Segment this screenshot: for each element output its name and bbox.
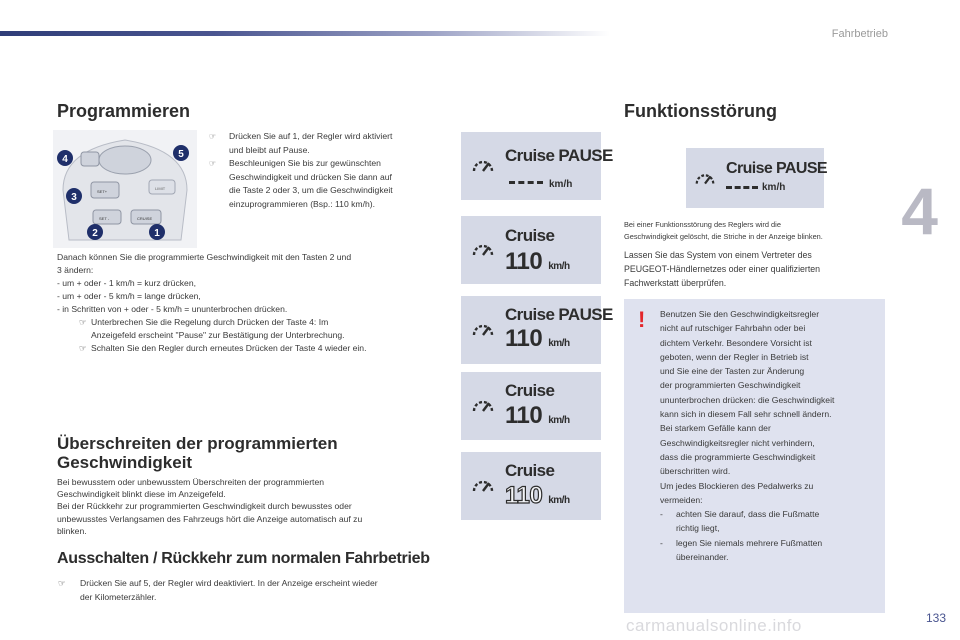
bullet-line: Drücken Sie auf 1, der Regler wird aktiviert	[229, 131, 393, 141]
wheel-label-3: 3	[71, 192, 77, 203]
speed-unit: km/h	[548, 261, 570, 272]
wheel-label-4: 4	[62, 154, 68, 165]
cruise-display-pause	[461, 132, 613, 200]
watermark: carmanualsonline.info	[626, 616, 802, 635]
text-line: ununterbrochen drücken: die Geschwindigkeit	[660, 394, 835, 405]
text-line: Geschwindigkeit blinkt diese im Anzeigefeld.	[57, 489, 226, 500]
text-line	[57, 316, 447, 329]
bullet-line: Beschleunigen Sie bis zur gewünschten	[229, 158, 381, 168]
dash-item: - achten Sie darauf, dass die Fußmatte	[660, 509, 820, 520]
text-line: geboten, wenn der Regler in Betrieb ist	[660, 351, 809, 362]
chapter-number: 4	[901, 174, 938, 248]
text-span: Schalten Sie den Regler durch erneutes Drücken der Taste 4 wieder ein.	[91, 343, 367, 353]
speed-unit: km/h	[762, 182, 786, 193]
speed-value: 110	[505, 325, 543, 352]
arrow-icon: ☞	[209, 159, 217, 168]
speedometer-icon	[471, 154, 495, 178]
wheel-label-5: 5	[178, 149, 184, 160]
text-line: Um jedes Blockieren des Pedalwerks zu	[660, 480, 814, 491]
wheel-button-label: SET -	[99, 216, 110, 221]
speedometer-icon	[471, 238, 495, 262]
speed-unit: km/h	[549, 179, 573, 190]
text-line: Drücken Sie auf 5, der Regler wird deaktiviert. In der Anzeige erscheint wieder	[80, 578, 378, 588]
display-status: Cruise PAUSE	[726, 160, 827, 177]
warning-text	[660, 307, 882, 564]
text-line: Geschwindigkeit gelöscht, die Striche in der Anzeige blinken.	[624, 232, 823, 241]
wheel-button-label: LIMIT	[155, 186, 166, 191]
fault-instruction	[624, 248, 894, 290]
heading-line: Geschwindigkeit	[57, 453, 193, 472]
ueberschreiten-paragraph	[57, 476, 447, 537]
display-status: Cruise	[505, 461, 555, 480]
speed-value: 110	[505, 482, 543, 509]
wheel-button-label: SET+	[97, 189, 108, 194]
arrow-icon: ☞	[58, 578, 66, 588]
speed-value: 110	[505, 248, 543, 275]
bullet-line: Geschwindigkeit und drücken Sie dann auf	[229, 171, 392, 182]
text-line: kann sich in diesem Fall sehr schnell ändern.	[660, 409, 832, 420]
instruction-bullet	[209, 130, 449, 157]
heading-programmieren: Programmieren	[57, 101, 191, 121]
wheel-label-2: 2	[92, 228, 98, 239]
bullet-line: die Taste 2 oder 3, um die Geschwindigkeit	[229, 185, 393, 195]
text-line: blinken.	[57, 525, 87, 536]
cruise-display-pause-speed	[461, 296, 613, 364]
header-bar	[0, 31, 610, 36]
display-status: Cruise	[505, 226, 555, 245]
text-line: übereinander.	[676, 552, 729, 563]
bullet-line: einzuprogrammieren (Bsp.: 110 km/h).	[229, 198, 375, 209]
text-line: dichtem Verkehr. Besondere Vorsicht ist	[660, 337, 812, 348]
speed-dashes	[726, 186, 758, 189]
instruction-bullet	[209, 157, 449, 211]
speed-unit: km/h	[548, 415, 570, 426]
cruise-display-overspeed	[461, 452, 601, 520]
speed-unit: km/h	[548, 495, 570, 506]
text-line: - um + oder - 5 km/h = lange drücken,	[57, 291, 201, 301]
dash-item: - legen Sie niemals mehrere Fußmatten	[660, 537, 823, 548]
exclamation-icon: !	[638, 307, 646, 332]
text-line: Bei starkem Gefälle kann der	[660, 423, 771, 434]
text-line: und Sie eine der Tasten zur Änderung	[660, 366, 805, 377]
cruise-display-active	[461, 216, 601, 284]
text-line: Danach können Sie die programmierte Geschwindigkeit mit den Tasten 2 und	[57, 252, 352, 262]
section-title: Fahrbetrieb	[831, 28, 888, 40]
text-line: PEUGEOT-Händlernetzes oder einer qualifizierten	[624, 264, 821, 274]
wheel-label-1: 1	[154, 228, 160, 239]
text-line: 3 ändern:	[57, 265, 94, 275]
arrow-icon: ☞	[79, 343, 87, 353]
speedometer-icon	[471, 318, 495, 342]
page-number: 133	[925, 611, 946, 625]
speed-value: 110	[505, 402, 543, 429]
cruise-display-fault	[686, 148, 827, 208]
text-line	[57, 342, 447, 355]
text-line: - in Schritten von + oder - 5 km/h = ununterbrochen drücken.	[57, 304, 288, 314]
text-line: unbewusstes Verlangsamen des Fahrzeugs hört die Anzeige automatisch auf zu	[57, 513, 363, 524]
text-line: Geschwindigkeitsregler nicht verhindern,	[660, 437, 815, 448]
wheel-button-label: CRUISE	[137, 216, 153, 221]
text-line: Bei der Rückkehr zur programmierten Geschwindigkeit durch bewusstes oder	[57, 501, 352, 512]
text-line: Bei einer Funktionsstörung des Reglers wird die	[624, 220, 781, 229]
bullet-line: und bleibt auf Pause.	[229, 144, 310, 155]
text-line: richtig liegt,	[676, 523, 720, 534]
programmieren-paragraph	[57, 251, 447, 355]
text-span: Unterbrechen Sie die Regelung durch Drücken der Taste 4: Im	[91, 317, 329, 327]
heading-ueberschreiten	[57, 434, 437, 472]
display-status: Cruise PAUSE	[505, 305, 613, 324]
heading-funktionsstoerung: Funktionsstörung	[624, 101, 777, 121]
warning-box	[624, 299, 885, 613]
display-speed	[726, 182, 785, 193]
arrow-icon: ☞	[209, 132, 217, 141]
text-line: Lassen Sie das System von einem Vertreter des	[624, 250, 812, 260]
display-status: Cruise	[505, 381, 555, 400]
display-speed	[505, 402, 570, 430]
text-line: Fachwerkstatt überprüfen.	[624, 278, 727, 288]
text-line: der Kilometerzähler.	[80, 592, 157, 602]
speedometer-icon	[694, 168, 716, 190]
display-speed	[509, 174, 572, 192]
arrow-icon: ☞	[79, 317, 87, 327]
display-speed	[505, 482, 570, 510]
display-speed	[505, 325, 570, 353]
text-line: überschritten wird.	[660, 466, 731, 477]
cruise-display-active	[461, 372, 601, 440]
text-line: der programmierten Geschwindigkeit	[660, 380, 801, 391]
speed-unit: km/h	[548, 338, 570, 349]
speedometer-icon	[471, 474, 495, 498]
speedometer-icon	[471, 394, 495, 418]
text-line: - um + oder - 1 km/h = kurz drücken,	[57, 278, 196, 288]
text-span: achten Sie darauf, dass die Fußmatte	[676, 509, 820, 520]
display-status: Cruise PAUSE	[505, 146, 613, 165]
ausschalten-paragraph	[58, 576, 450, 604]
text-line: nicht auf rutschiger Fahrbahn oder bei	[660, 323, 806, 334]
text-line: Bei bewusstem oder unbewusstem Überschreiten der programmierten	[57, 477, 325, 487]
text-line: Benutzen Sie den Geschwindigkeitsregler	[660, 309, 820, 319]
speed-dashes	[509, 181, 543, 184]
display-speed	[505, 248, 570, 276]
fault-note	[624, 219, 894, 243]
text-span: legen Sie niemals mehrere Fußmatten	[676, 537, 823, 548]
heading-ausschalten: Ausschalten / Rückkehr zum normalen Fahrbetrieb	[57, 550, 430, 567]
steering-wheel-controls-image	[53, 130, 197, 248]
heading-line: Überschreiten der programmierten	[57, 434, 338, 453]
text-line: Anzeigefeld erscheint "Pause" zur Bestätigung der Unterbrechung.	[91, 330, 345, 340]
text-line: vermeiden:	[660, 494, 703, 505]
text-line: dass die programmierte Geschwindigkeit	[660, 451, 816, 462]
